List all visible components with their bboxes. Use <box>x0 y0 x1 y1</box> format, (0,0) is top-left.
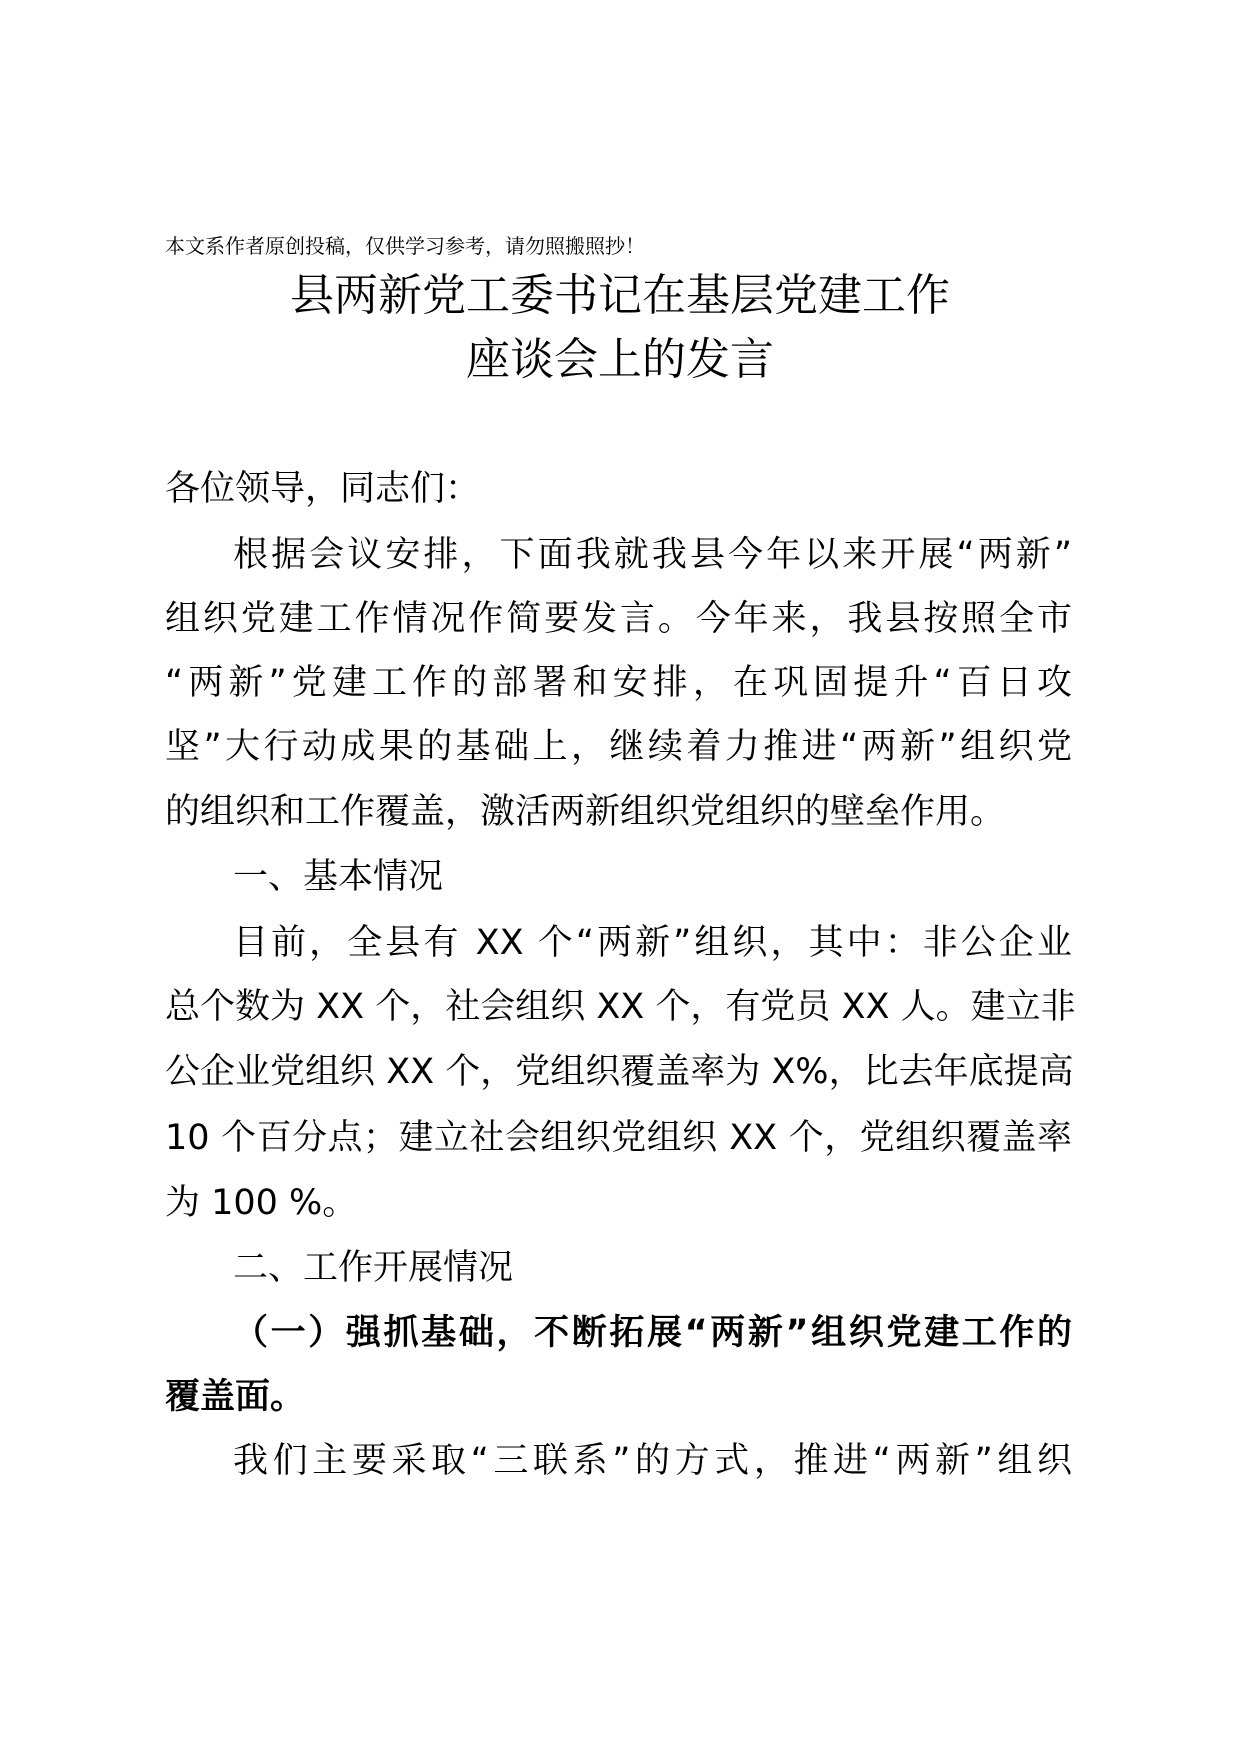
paragraph-line: 一、基本情况 <box>233 857 444 897</box>
document-title-line-2: 座谈会上的发言 <box>466 334 774 385</box>
paragraph-line: 的组织和工作覆盖，激活两新组织党组织的壁垒作用。 <box>165 792 1006 832</box>
document-title-line-1: 县两新党工委书记在基层党建工作 <box>290 270 950 321</box>
copyright-note: 本文系作者原创投稿，仅供学习参考，请勿照搬照抄！ <box>165 234 645 258</box>
paragraph-line: 根据会议安排，下面我就我县今年以来开展“两新” <box>233 535 1072 575</box>
paragraph-line: 10 个百分点；建立社会组织党组织 XX 个，党组织覆盖率 <box>165 1118 1072 1158</box>
paragraph-line: 总个数为 XX 个，社会组织 XX 个，有党员 XX 人。建立非 <box>165 987 1076 1027</box>
paragraph-line: 各位领导，同志们： <box>165 469 481 509</box>
section-heading-line: 覆盖面。 <box>165 1377 306 1417</box>
paragraph-line: 组织党建工作情况作简要发言。今年来，我县按照全市 <box>165 599 1072 639</box>
paragraph-line: 为 100 %。 <box>165 1183 358 1223</box>
section-heading-line: （一）强抓基础，不断拓展“两新”组织党建工作的 <box>233 1313 1072 1353</box>
paragraph-line: 二、工作开展情况 <box>233 1248 514 1288</box>
paragraph-line: 目前，全县有 XX 个“两新”组织，其中：非公企业 <box>233 923 1072 963</box>
paragraph-line: 坚”大行动成果的基础上，继续着力推进“两新”组织党 <box>165 727 1072 767</box>
paragraph-line: 我们主要采取“三联系”的方式，推进“两新”组织 <box>233 1441 1072 1481</box>
paragraph-line: “两新”党建工作的部署和安排，在巩固提升“百日攻 <box>165 663 1072 703</box>
paragraph-line: 公企业党组织 XX 个，党组织覆盖率为 X%，比去年底提高 <box>165 1052 1074 1092</box>
